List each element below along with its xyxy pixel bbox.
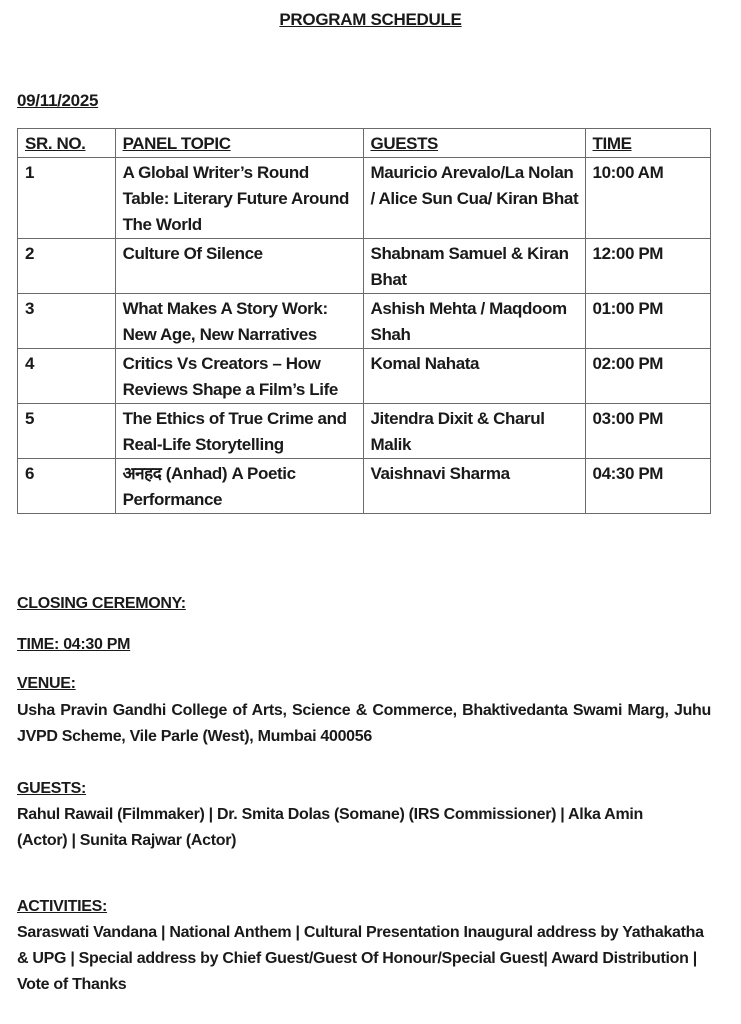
table-row: [18, 404, 711, 459]
cell-guests: Vaishnavi Sharma: [363, 459, 585, 514]
cell-sr-no: 4: [18, 349, 116, 404]
venue-heading: VENUE:: [17, 675, 76, 692]
table-row: [18, 239, 711, 294]
cell-guests: Komal Nahata: [363, 349, 585, 404]
table-header-row: [18, 129, 711, 158]
closing-time: TIME: 04:30 PM: [17, 636, 131, 653]
cell-topic: Critics Vs Creators – How Reviews Shape a Film’s Life: [115, 349, 363, 404]
cell-topic: अनहद (Anhad) A Poetic Performance: [115, 459, 363, 514]
table-row: [18, 349, 711, 404]
header-sr-no: SR. NO.: [18, 129, 116, 158]
cell-topic: What Makes A Story Work: New Age, New Narratives: [115, 294, 363, 349]
schedule-date: 09/11/2025: [17, 91, 99, 110]
cell-topic: The Ethics of True Crime and Real-Life Storytelling: [115, 404, 363, 459]
schedule-table: [17, 128, 711, 514]
cell-guests: Jitendra Dixit & Charul Malik: [363, 404, 585, 459]
header-panel-topic: PANEL TOPIC: [115, 129, 363, 158]
cell-guests: Shabnam Samuel & Kiran Bhat: [363, 239, 585, 294]
cell-guests: Ashish Mehta / Maqdoom Shah: [363, 294, 585, 349]
header-guests: GUESTS: [363, 129, 585, 158]
cell-time: 03:00 PM: [585, 404, 710, 459]
header-time: TIME: [585, 129, 710, 158]
cell-time: 12:00 PM: [585, 239, 710, 294]
cell-topic: A Global Writer’s Round Table: Literary Future Around The World: [115, 158, 363, 239]
cell-sr-no: 3: [18, 294, 116, 349]
activities-heading: ACTIVITIES:: [17, 898, 108, 915]
venue-text: Usha Pravin Gandhi College of Arts, Science & Commerce, Bhaktivedanta Swami Marg, Juhu JVPD Scheme, Vile Parle (West), Mumbai 400056: [17, 702, 711, 745]
cell-time: 01:00 PM: [585, 294, 710, 349]
closing-guests-text: Rahul Rawail (Filmmaker) | Dr. Smita Dolas (Somane) (IRS Commissioner) | Alka Amin (Actor) | Sunita Rajwar (Actor): [17, 806, 643, 849]
cell-time: 04:30 PM: [585, 459, 710, 514]
guests-heading: GUESTS:: [17, 780, 87, 797]
cell-topic: Culture Of Silence: [115, 239, 363, 294]
cell-sr-no: 1: [18, 158, 116, 239]
cell-sr-no: 2: [18, 239, 116, 294]
cell-sr-no: 5: [18, 404, 116, 459]
table-row: [18, 158, 711, 239]
table-row: [18, 459, 711, 514]
table-row: [18, 294, 711, 349]
closing-ceremony-heading: CLOSING CEREMONY:: [17, 595, 186, 612]
activities-text: Saraswati Vandana | National Anthem | Cultural Presentation Inaugural address by Yathakatha & UPG | Special address by Chief Guest/Guest Of Honour/Special Guest| Award Distribution | Vote of Thanks: [17, 924, 704, 993]
page-title: PROGRAM SCHEDULE: [279, 10, 462, 29]
cell-sr-no: 6: [18, 459, 116, 514]
cell-time: 10:00 AM: [585, 158, 710, 239]
cell-guests: Mauricio Arevalo/La Nolan / Alice Sun Cua/ Kiran Bhat: [363, 158, 585, 239]
cell-time: 02:00 PM: [585, 349, 710, 404]
